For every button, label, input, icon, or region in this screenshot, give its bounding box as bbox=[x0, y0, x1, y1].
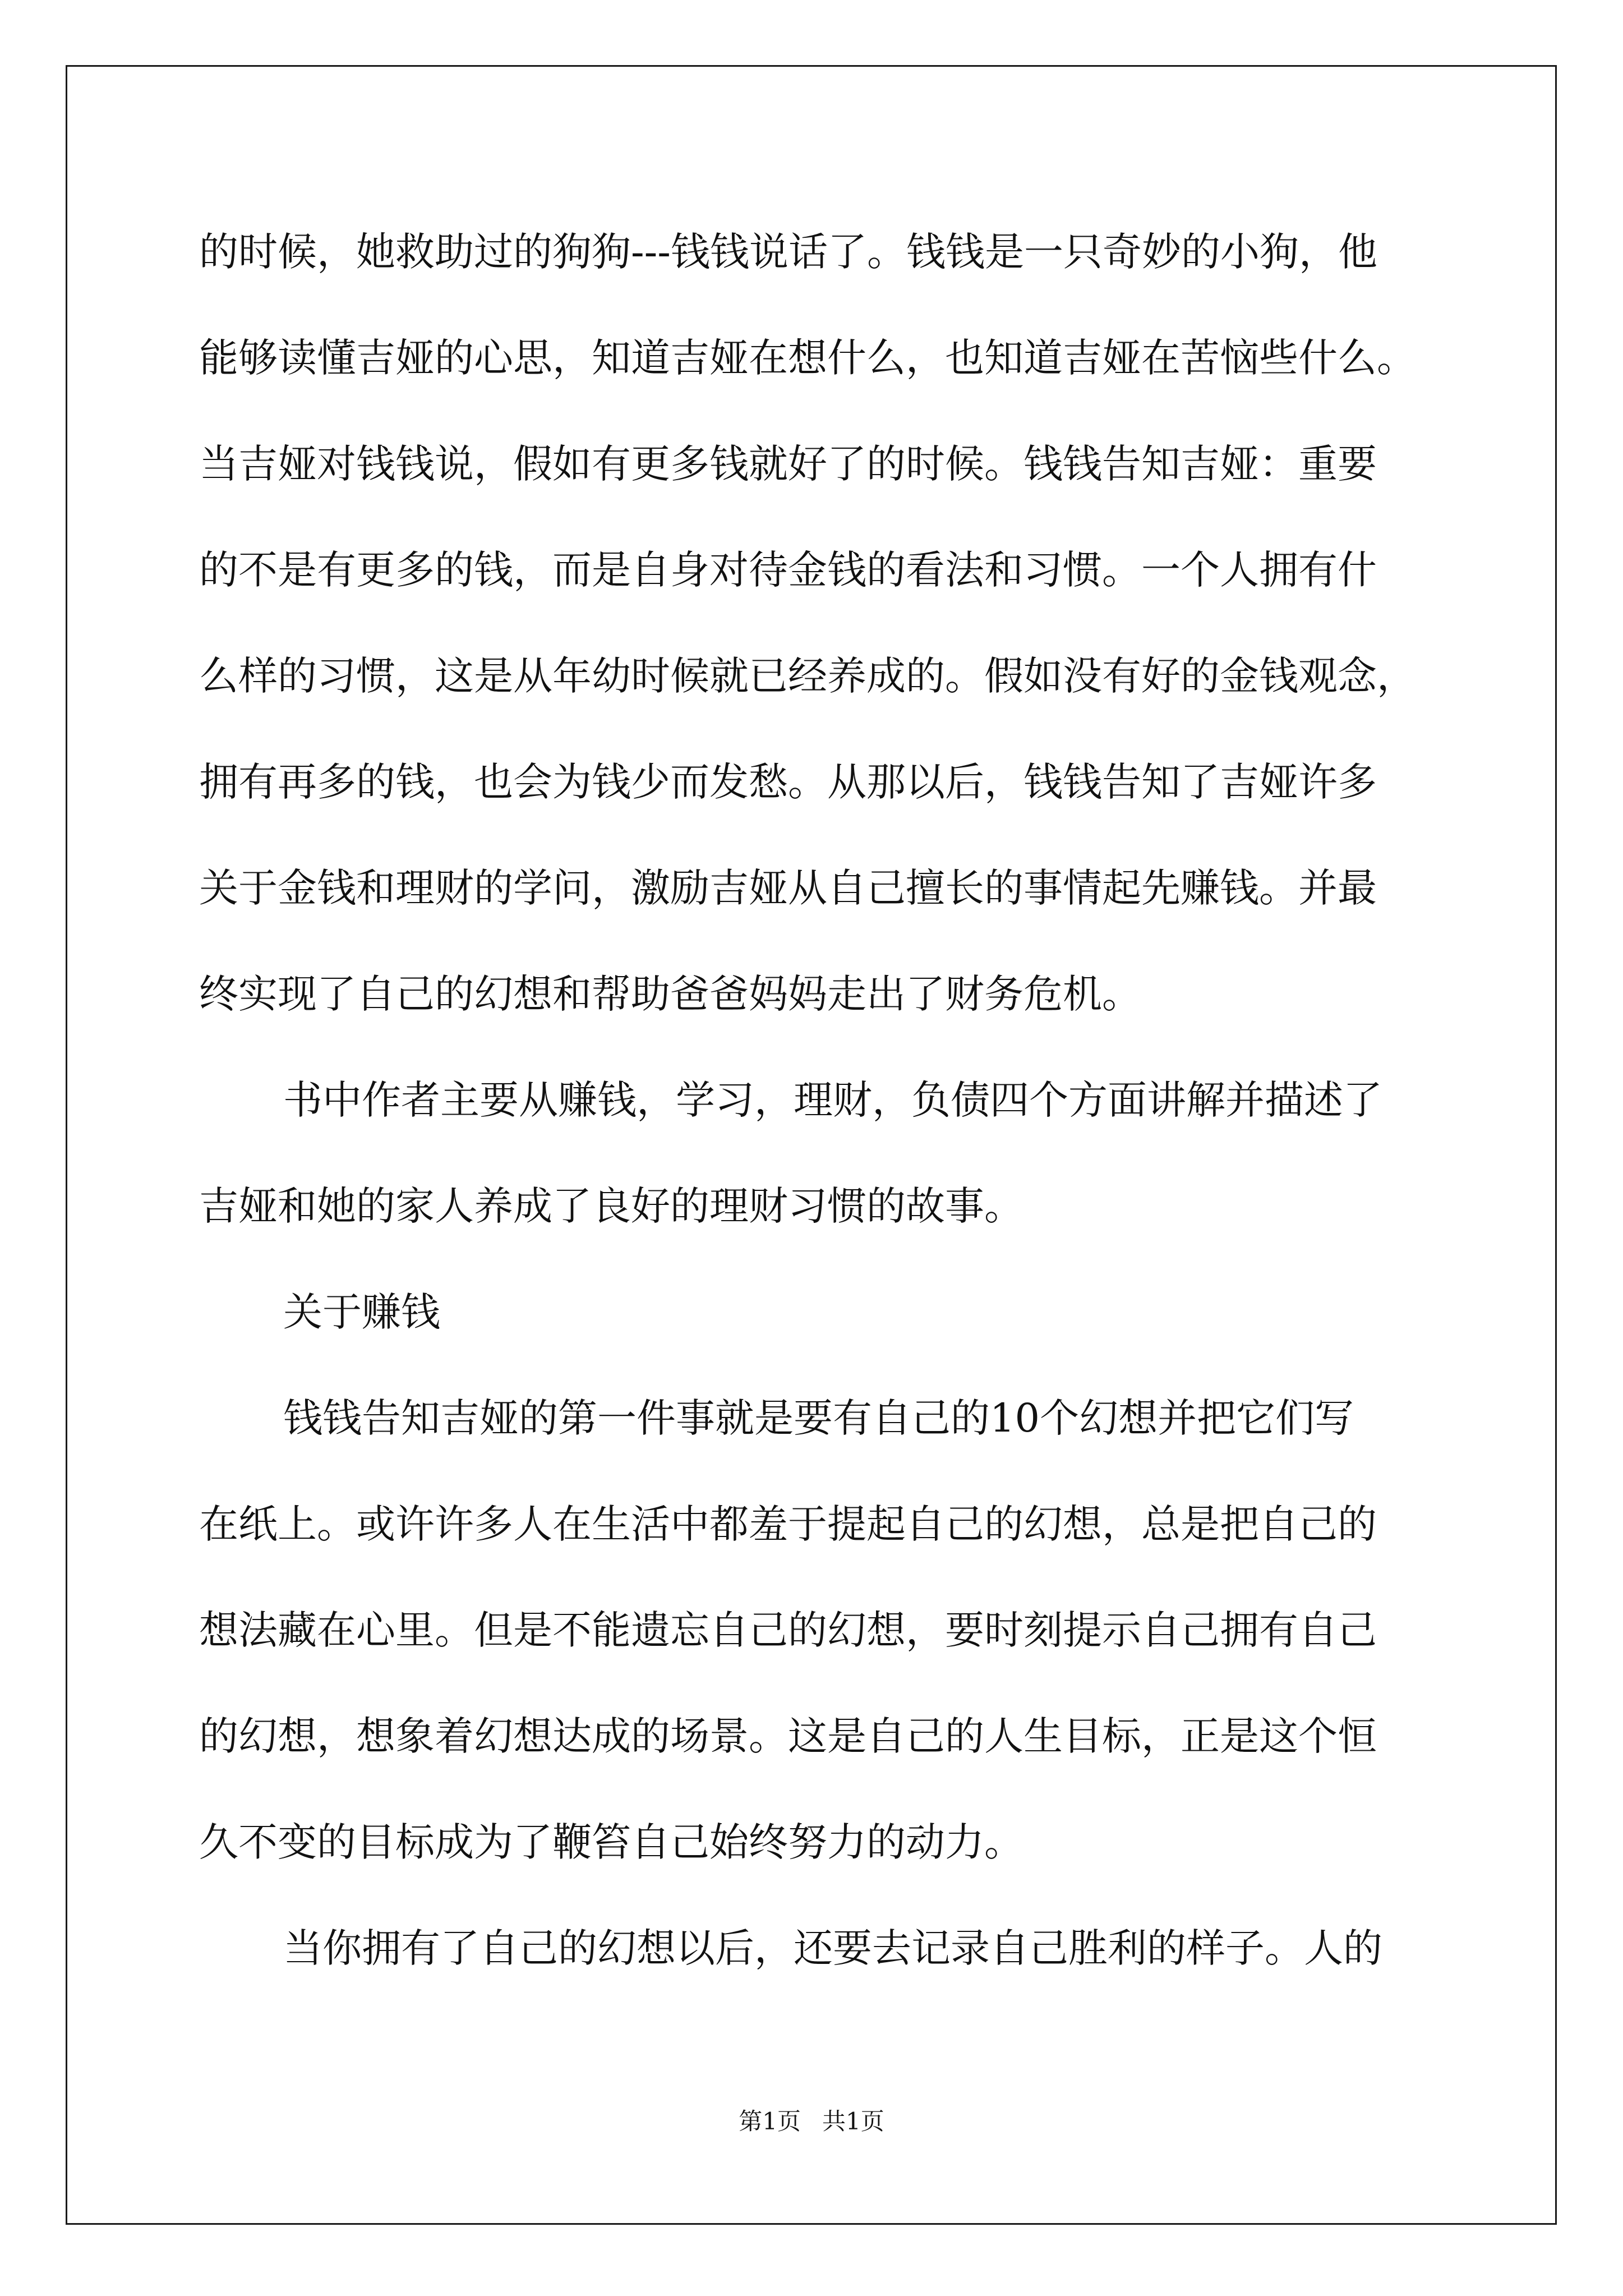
page-footer bbox=[0, 2105, 1623, 2138]
section-heading: 关于赚钱 bbox=[283, 1289, 440, 1335]
paragraph-line: 终实现了自己的幻想和帮助爸爸妈妈走出了财务危机。 bbox=[199, 971, 1141, 1017]
paragraph-line: 在纸上。或许许多人在生活中都羞于提起自己的幻想，总是把自己的 bbox=[199, 1501, 1377, 1547]
paragraph-line: 当你拥有了自己的幻想以后，还要去记录自己胜利的样子。人的 bbox=[283, 1925, 1382, 1971]
paragraph-line: 书中作者主要从赚钱，学习，理财，负债四个方面讲解并描述了 bbox=[283, 1077, 1382, 1123]
page-number: 第1页 bbox=[739, 2108, 801, 2135]
paragraph-line: 的幻想，想象着幻想达成的场景。这是自己的人生目标，正是这个恒 bbox=[199, 1713, 1377, 1759]
paragraph-line: 的不是有更多的钱，而是自身对待金钱的看法和习惯。一个人拥有什 bbox=[199, 547, 1377, 593]
paragraph-line: 想法藏在心里。但是不能遗忘自己的幻想，要时刻提示自己拥有自己 bbox=[199, 1607, 1377, 1653]
paragraph-line: 的时候，她救助过的狗狗---钱钱说话了。钱钱是一只奇妙的小狗，他 bbox=[199, 229, 1377, 275]
paragraph-line: 钱钱告知吉娅的第一件事就是要有自己的10个幻想并把它们写 bbox=[283, 1395, 1354, 1441]
paragraph-line: 久不变的目标成为了鞭笞自己始终努力的动力。 bbox=[199, 1819, 1023, 1865]
page-total: 共1页 bbox=[822, 2108, 884, 2135]
document-body bbox=[199, 224, 1451, 2027]
paragraph-line: 能够读懂吉娅的心思，知道吉娅在想什么，也知道吉娅在苦恼些什么。 bbox=[199, 335, 1416, 381]
paragraph-line: 么样的习惯，这是从年幼时候就已经养成的。假如没有好的金钱观念， bbox=[199, 653, 1416, 699]
paragraph-line: 吉娅和她的家人养成了良好的理财习惯的故事。 bbox=[199, 1183, 1023, 1229]
paragraph-line: 关于金钱和理财的学问，激励吉娅从自己擅长的事情起先赚钱。并最 bbox=[199, 865, 1377, 911]
paragraph-line: 当吉娅对钱钱说，假如有更多钱就好了的时候。钱钱告知吉娅：重要 bbox=[199, 441, 1377, 487]
paragraph-line: 拥有再多的钱，也会为钱少而发愁。从那以后，钱钱告知了吉娅许多 bbox=[199, 759, 1377, 805]
